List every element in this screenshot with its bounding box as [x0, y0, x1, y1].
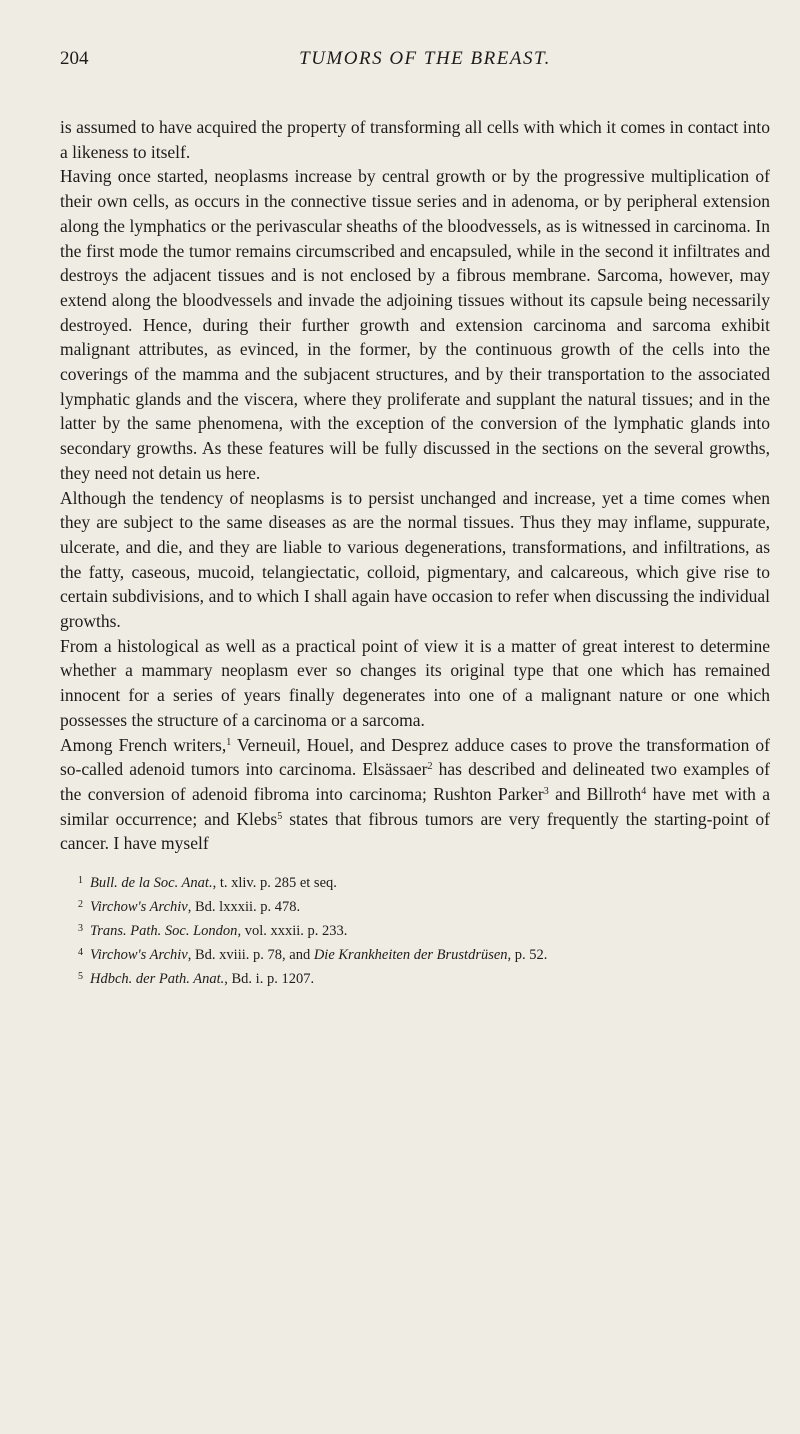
footnote-detail: , Bd. lxxxii. p. 478.	[187, 899, 301, 916]
footnote-detail: , vol. xxxii. p. 233.	[237, 923, 348, 940]
footnote-source-secondary: Die Krankheiten der Brustdrüsen	[313, 947, 508, 964]
paragraph-literature	[60, 733, 770, 857]
footnote-ref-1[interactable]: 1	[226, 736, 232, 748]
footnote-ref-2[interactable]: 2	[427, 761, 433, 773]
body-text	[60, 115, 770, 856]
footnote-detail: , t. xliv. p. 285 et seq.	[212, 875, 337, 892]
footnote-4	[78, 942, 770, 966]
footnote-ref-5[interactable]: 5	[277, 810, 283, 822]
text-run: has described and delineated two examples of the conversion of adenoid fibroma into carcinoma; Rushton Parker	[60, 759, 770, 804]
running-head	[60, 46, 770, 72]
text-run: Among French writers,	[60, 734, 227, 755]
text-run: and Billroth	[548, 783, 642, 804]
footnote-mark: 3	[78, 923, 83, 935]
paragraph-continuation: is assumed to have acquired the property of transforming all cells with which it comes in contact into a likeness to itself.	[60, 117, 770, 162]
footnote-ref-4[interactable]: 4	[641, 785, 647, 797]
footnote-source: Trans. Path. Soc. London	[90, 923, 238, 940]
paragraph-growth-modes: Having once started, neoplasms increase by central growth or by the progressive multiplication of their own cells, as occurs in the connective tissue series and in adenoma, or by peripheral extension along the lymphatics or the perivascular sheaths of the bloodvessels, as is witnessed in carcinoma. In the first mode the tumor remains circumscribed and encapsuled, while in the second it infiltrates and destroys the adjacent tissues and is not enclosed by a fibrous membrane. Sarcoma, however, may extend along the bloodvessels and invade the adjoining tissues without its capsule being necessarily destroyed. Hence, during their further growth and extension carcinoma and sarcoma exhibit malignant attributes, as evinced, in the former, by the continuous growth of the cells into the coverings of the mamma and the subjacent structures, and by their transportation to the associated lymphatic glands and the viscera, where they proliferate and supplant the natural tissues; and in the latter by the same phenomena, with the exception of the conversion of the lymphatic glands into secondary growths. As these features will be fully discussed in the sections on the several growths, they need not detain us here.	[60, 166, 770, 483]
footnote-source: Virchow's Archiv	[90, 947, 188, 964]
text-run: have met with a similar occurrence; and Klebs	[60, 783, 771, 829]
footnotes	[60, 870, 770, 990]
paragraph-histological-question: From a histological as well as a practical point of view it is a matter of great interest to determine whether a mammary neoplasm ever so changes its original type that one which has remained innocent for a series of years finally degenerates into one of a malignant nature or one which possesses the structure of a carcinoma or a sarcoma.	[60, 635, 770, 730]
text-run: Verneuil, Houel, and Desprez adduce cases to prove the transformation of so-called adenoid tumors into carcinoma. Elsässaer	[60, 734, 770, 780]
footnote-2	[78, 894, 770, 918]
footnote-source: Bull. de la Soc. Anat.	[90, 875, 213, 892]
running-title: TUMORS OF THE BREAST.	[299, 48, 551, 69]
footnote-mark: 5	[78, 971, 83, 983]
footnote-3	[78, 918, 770, 942]
footnote-mark: 4	[78, 947, 83, 959]
footnote-source: Virchow's Archiv	[90, 899, 188, 916]
footnote-detail: , Bd. i. p. 1207.	[224, 971, 315, 988]
footnote-source: Hdbch. der Path. Anat.	[90, 971, 225, 988]
text-run: states that fibrous tumors are very frequently the starting-point of cancer. I have myself	[60, 808, 770, 854]
page-number: 204	[60, 48, 89, 69]
paragraph-degenerations: Although the tendency of neoplasms is to persist unchanged and increase, yet a time comes when they are subject to the same diseases as are the normal tissues. Thus they may inflame, suppurate, ulcerate, and die, and they are liable to various degenerations, transformations, and infiltrations, as the fatty, caseous, mucoid, telangiectatic, colloid, pigmentary, and calcareous, which give rise to certain subdivisions, and to which I shall again have occasion to refer when discussing the individual growths.	[60, 487, 770, 632]
footnote-detail-secondary: , p. 52.	[507, 947, 548, 964]
footnote-5	[78, 966, 770, 990]
footnote-detail: , Bd. xviii. p. 78, and	[187, 947, 314, 964]
footnote-mark: 2	[78, 899, 83, 911]
footnote-ref-3[interactable]: 3	[543, 785, 549, 797]
footnote-mark: 1	[78, 875, 83, 887]
footnote-1	[78, 870, 770, 894]
